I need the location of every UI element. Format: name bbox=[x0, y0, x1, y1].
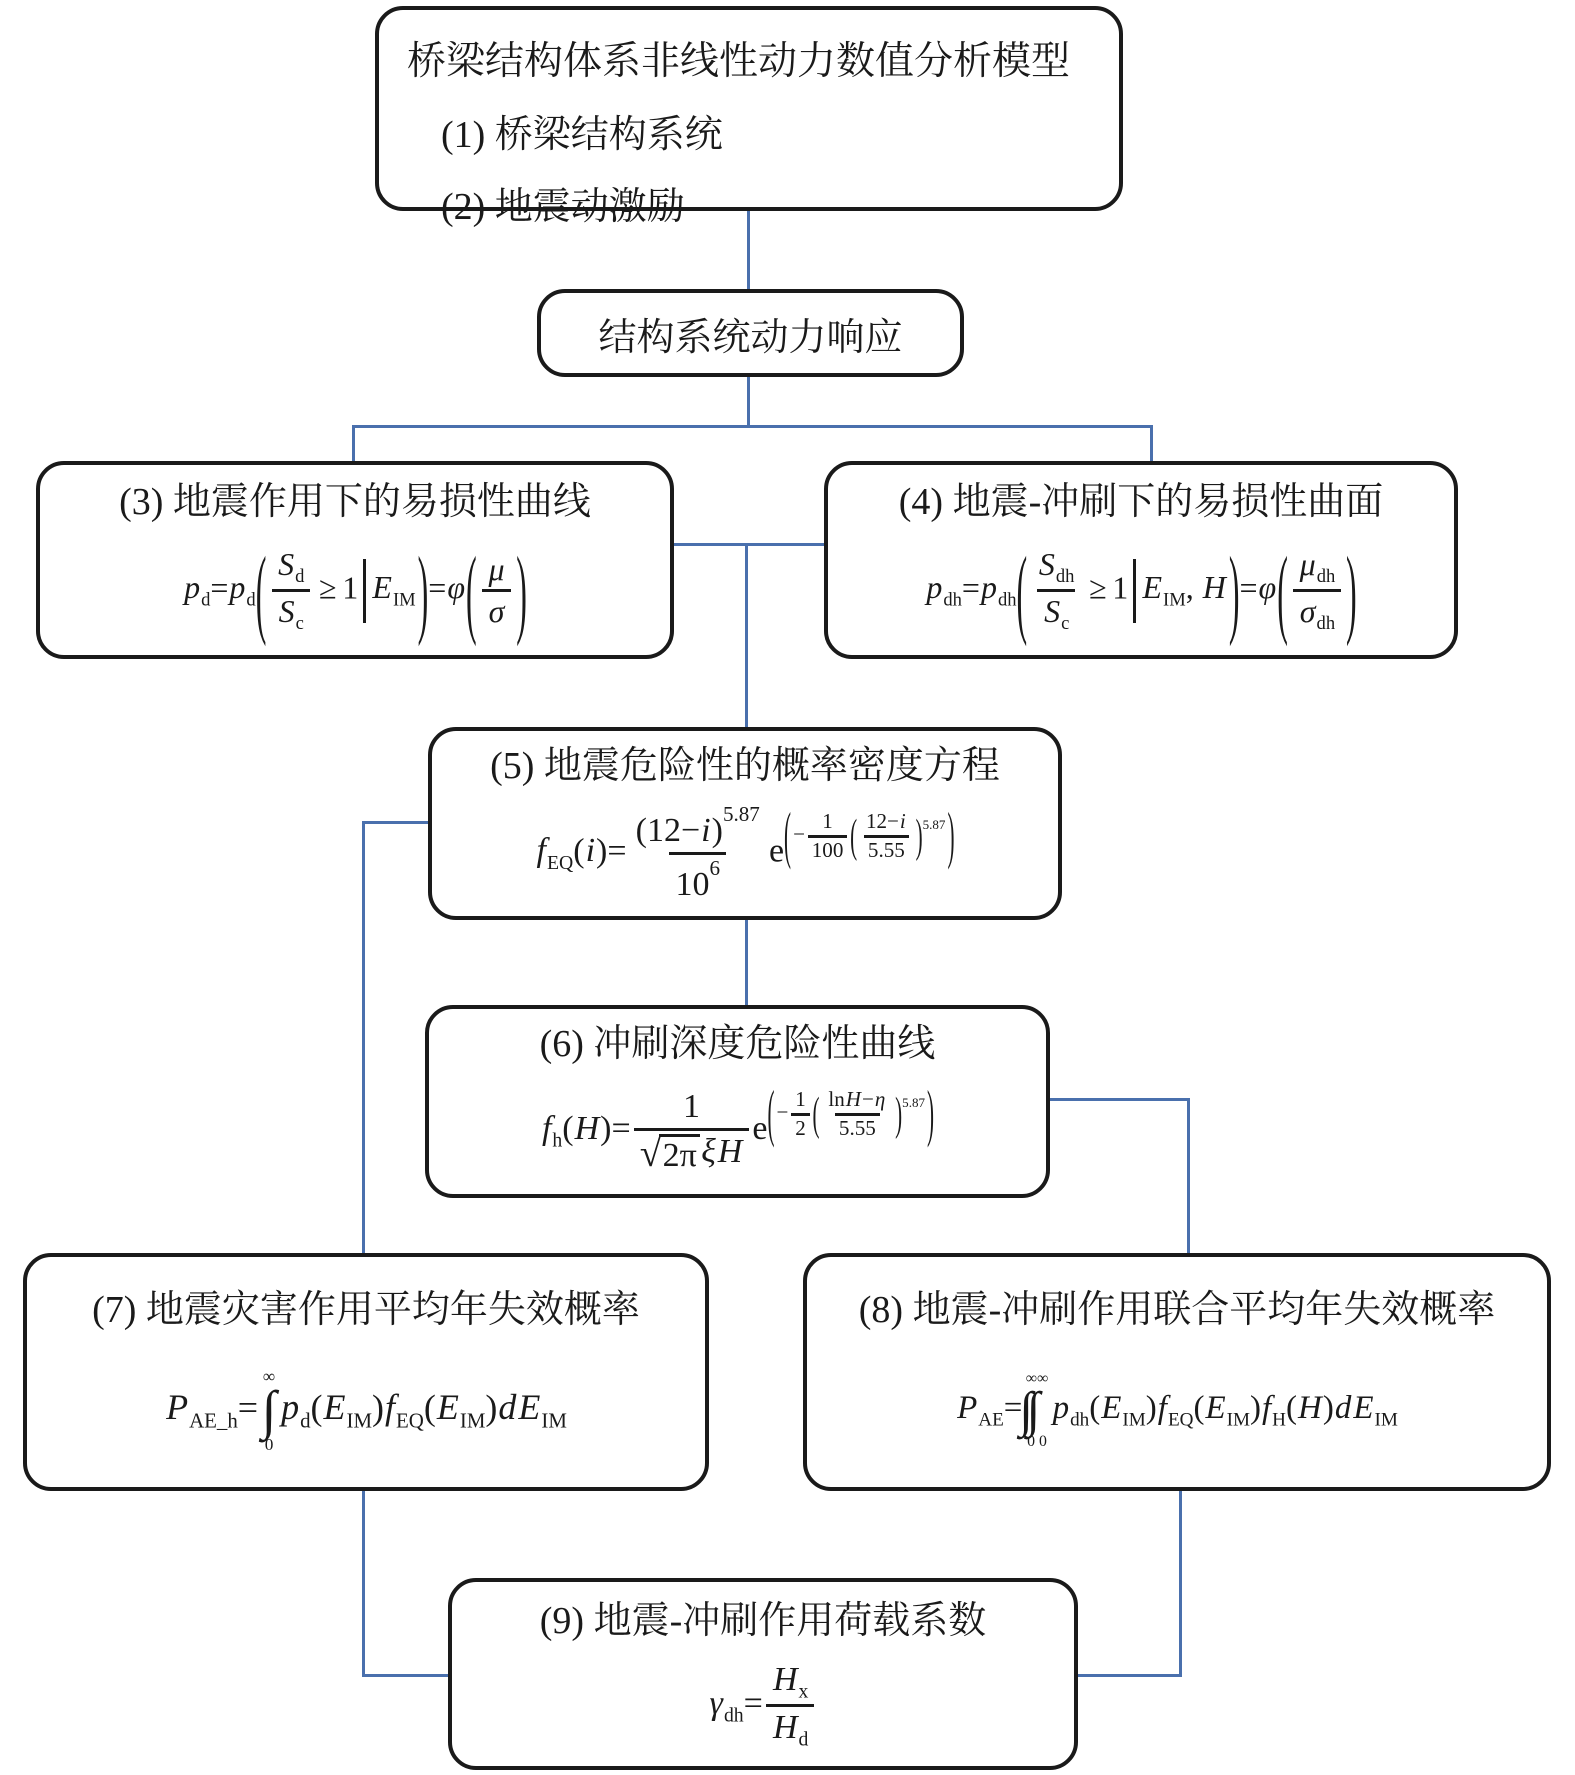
formula-token: ) bbox=[1345, 534, 1357, 647]
box5-formula bbox=[432, 791, 1058, 917]
formula-token: ( bbox=[850, 808, 858, 862]
formula-token: AE_h bbox=[189, 1407, 238, 1432]
formula-token: 100 bbox=[811, 837, 844, 862]
formula-token: x bbox=[798, 1680, 809, 1703]
formula-token bbox=[1277, 534, 1357, 647]
formula-token: IM bbox=[346, 1407, 373, 1432]
formula-token: = bbox=[237, 1387, 259, 1428]
formula-token: AE bbox=[978, 1409, 1004, 1431]
formula-token: ( bbox=[466, 534, 477, 647]
formula-token: H bbox=[845, 1086, 861, 1111]
box4-title: (4) 地震-冲刷下的易损性曲面 bbox=[898, 481, 1384, 523]
formula-token bbox=[767, 1076, 935, 1149]
formula-token: 6 bbox=[709, 855, 721, 880]
formula-token: ( bbox=[812, 1086, 820, 1140]
connector-box2-branch bbox=[747, 375, 750, 428]
formula-token bbox=[1032, 547, 1080, 635]
formula-token: = bbox=[961, 569, 980, 606]
connector-box5-left bbox=[362, 821, 430, 824]
formula-token: ( bbox=[310, 1387, 323, 1428]
flowchart-box-response bbox=[537, 289, 964, 377]
formula-token: 0 0 bbox=[1027, 1433, 1047, 1451]
formula-token: IM bbox=[1226, 1409, 1250, 1431]
formula-token: S bbox=[278, 545, 295, 582]
formula-token: E bbox=[372, 569, 392, 606]
formula-token: ) bbox=[927, 1076, 935, 1149]
formula-token: dh bbox=[1316, 613, 1336, 635]
formula-token: IM bbox=[1122, 1409, 1146, 1431]
formula-token: φ bbox=[447, 569, 466, 606]
formula-token: f bbox=[541, 1110, 552, 1148]
flowchart-box-annual-failure-joint bbox=[803, 1253, 1551, 1491]
formula-token: ∞∞ bbox=[1025, 1370, 1049, 1388]
formula-token bbox=[791, 810, 947, 863]
formula-token bbox=[1032, 547, 1080, 590]
box3-formula-line bbox=[183, 534, 527, 647]
formula-token: 5.87 bbox=[922, 816, 946, 832]
formula-token: 1 bbox=[1112, 569, 1129, 606]
formula-token: d bbox=[201, 589, 211, 611]
formula-token: H bbox=[574, 1110, 600, 1148]
formula-token: ) bbox=[417, 534, 429, 647]
formula-token: 5.87 bbox=[722, 801, 760, 826]
box3-title: (3) 地震作用下的易损性曲线 bbox=[119, 481, 591, 523]
formula-token: p bbox=[281, 1387, 300, 1428]
box5-title: (5) 地震危险性的概率密度方程 bbox=[490, 745, 1000, 787]
formula-token: E bbox=[1205, 1390, 1226, 1427]
formula-token: p bbox=[229, 569, 246, 606]
formula-token: ( bbox=[1089, 1390, 1101, 1427]
formula-token bbox=[630, 803, 766, 904]
formula-token bbox=[466, 534, 527, 647]
formula-token: σ bbox=[488, 593, 505, 630]
formula-token: ( bbox=[573, 832, 585, 870]
formula-token: IM bbox=[392, 589, 416, 611]
box8-formula bbox=[807, 1335, 1547, 1488]
formula-token: E bbox=[436, 1387, 459, 1428]
formula-token: IM bbox=[1374, 1409, 1398, 1431]
formula-token: − bbox=[793, 822, 805, 847]
formula-token: 2 bbox=[795, 1115, 806, 1140]
formula-token bbox=[818, 810, 836, 835]
formula-token: − bbox=[776, 1100, 789, 1125]
formula-token: d bbox=[498, 1387, 517, 1428]
formula-token: i bbox=[585, 832, 596, 870]
formula-token bbox=[775, 1088, 927, 1141]
box7-title: (7) 地震灾害作用平均年失效概率 bbox=[92, 1289, 640, 1331]
formula-token: i bbox=[701, 811, 711, 849]
formula-token: p bbox=[184, 569, 201, 606]
formula-token: EQ bbox=[396, 1407, 424, 1432]
box4-formula bbox=[828, 527, 1454, 656]
formula-token bbox=[272, 589, 310, 635]
formula-token bbox=[266, 547, 417, 635]
box1-item-structure: (1) 桥梁结构系统 bbox=[441, 114, 723, 156]
formula-token: = bbox=[743, 1684, 763, 1722]
formula-token: ) bbox=[947, 798, 955, 871]
box8-title: (8) 地震-冲刷作用联合平均年失效概率 bbox=[858, 1289, 1496, 1331]
box5-formula-line bbox=[536, 798, 955, 904]
formula-token bbox=[1027, 1388, 1048, 1433]
formula-token: (12− bbox=[635, 811, 701, 849]
flowchart-box-scour-hazard-curve bbox=[425, 1005, 1050, 1198]
formula-token: , bbox=[1185, 569, 1194, 606]
formula-token bbox=[477, 552, 517, 630]
formula-token: e bbox=[752, 1110, 768, 1148]
formula-token: = bbox=[607, 832, 627, 870]
formula-token: = bbox=[1003, 1390, 1023, 1427]
formula-token bbox=[634, 1088, 750, 1175]
box3-formula bbox=[40, 527, 670, 656]
formula-token: 0 bbox=[264, 1435, 274, 1455]
formula-token bbox=[791, 1113, 809, 1141]
connector-box6-right bbox=[1048, 1098, 1190, 1101]
formula-token: ( bbox=[1193, 1390, 1205, 1427]
formula-token: = bbox=[611, 1110, 631, 1148]
formula-token: c bbox=[295, 613, 304, 635]
formula-token: d bbox=[1334, 1390, 1352, 1427]
formula-token: ) bbox=[1228, 534, 1240, 647]
formula-token: d bbox=[246, 589, 256, 611]
formula-token: ( bbox=[767, 1076, 775, 1149]
connector-box8-box9 bbox=[1076, 1674, 1182, 1677]
formula-token: σ bbox=[1299, 593, 1316, 630]
flowchart-box-model bbox=[375, 6, 1123, 228]
formula-token bbox=[767, 1076, 935, 1149]
formula-token bbox=[850, 810, 922, 863]
formula-token bbox=[639, 1131, 700, 1175]
formula-token: ( bbox=[562, 1110, 574, 1148]
box8-formula-line bbox=[956, 1370, 1398, 1451]
connector-left-down-box7 bbox=[362, 821, 365, 1255]
formula-token: ) bbox=[1322, 1390, 1334, 1427]
formula-token: i bbox=[899, 808, 906, 833]
formula-token: ) bbox=[711, 811, 723, 849]
connector-box7-box9 bbox=[362, 1674, 450, 1677]
formula-token bbox=[1293, 547, 1341, 590]
formula-token: 10 bbox=[675, 865, 710, 903]
formula-token: dh bbox=[1316, 565, 1336, 587]
formula-token bbox=[808, 835, 847, 863]
formula-token: d bbox=[798, 1728, 809, 1751]
formula-token: dh bbox=[997, 589, 1017, 611]
formula-token: EQ bbox=[1167, 1409, 1194, 1431]
formula-token: E bbox=[1142, 569, 1163, 606]
flowchart-box-fragility-surface bbox=[824, 461, 1458, 659]
formula-token: dh bbox=[723, 1704, 744, 1727]
formula-token: ) bbox=[600, 1110, 612, 1148]
formula-token: ln bbox=[828, 1086, 845, 1111]
formula-token bbox=[791, 1088, 809, 1141]
formula-token bbox=[255, 534, 429, 647]
formula-token: ) bbox=[895, 1086, 903, 1140]
formula-token bbox=[1016, 534, 1240, 647]
formula-token bbox=[363, 559, 366, 623]
formula-token: ) bbox=[485, 1387, 498, 1428]
connector-box3-box4 bbox=[672, 543, 826, 546]
formula-token bbox=[766, 1704, 815, 1751]
connector-box8-down bbox=[1179, 1489, 1182, 1677]
formula-token bbox=[784, 798, 955, 871]
connector-mid-box5 bbox=[745, 543, 748, 729]
formula-token: 1 bbox=[795, 1086, 806, 1111]
formula-token bbox=[630, 803, 766, 852]
formula-token bbox=[813, 1088, 903, 1141]
formula-token: 2π bbox=[662, 1136, 697, 1174]
formula-token bbox=[820, 1088, 896, 1141]
formula-token: ≥ bbox=[1088, 569, 1107, 606]
formula-token bbox=[864, 835, 908, 863]
formula-token bbox=[677, 1088, 706, 1128]
formula-token: ∫ bbox=[261, 1380, 277, 1441]
box4-formula-line bbox=[925, 534, 1357, 647]
formula-token: ( bbox=[255, 534, 267, 647]
formula-token bbox=[482, 589, 511, 630]
formula-token: ( bbox=[784, 798, 792, 871]
formula-token bbox=[1293, 547, 1341, 635]
formula-token bbox=[659, 1134, 700, 1175]
formula-token: E bbox=[1101, 1390, 1122, 1427]
box1-item-excitation: (2) 地震动激励 bbox=[441, 186, 685, 228]
formula-token bbox=[271, 547, 310, 635]
box1-title: 桥梁结构体系非线性动力数值分析模型 bbox=[407, 40, 1071, 83]
formula-token: ) bbox=[516, 534, 527, 647]
formula-token: η bbox=[874, 1086, 886, 1111]
formula-token: f bbox=[1157, 1390, 1167, 1427]
formula-token bbox=[808, 810, 847, 863]
formula-token: 5.55 bbox=[867, 837, 905, 862]
formula-token: ) bbox=[372, 1387, 385, 1428]
formula-token bbox=[791, 1088, 809, 1113]
box6-formula bbox=[429, 1069, 1046, 1195]
formula-token: E bbox=[323, 1387, 346, 1428]
formula-token: ) bbox=[1249, 1390, 1261, 1427]
formula-token: IM bbox=[459, 1407, 486, 1432]
box7-formula-line bbox=[165, 1367, 567, 1455]
formula-token: p bbox=[1052, 1390, 1070, 1427]
flowchart-box-annual-failure-seismic bbox=[23, 1253, 709, 1491]
formula-token bbox=[669, 852, 726, 904]
connector-box7-down bbox=[362, 1489, 365, 1677]
formula-token: p bbox=[980, 569, 997, 606]
formula-token bbox=[262, 1367, 277, 1455]
formula-token: ( bbox=[1277, 534, 1288, 647]
formula-token: 1 bbox=[822, 808, 833, 833]
formula-token: H bbox=[772, 1660, 798, 1698]
formula-token: H bbox=[772, 1709, 798, 1747]
flowchart-box-seismic-hazard-pdf bbox=[428, 727, 1062, 920]
formula-token: = bbox=[428, 569, 447, 606]
formula-token: P bbox=[957, 1390, 978, 1427]
formula-token: ( bbox=[1016, 534, 1028, 647]
box2-title: 结构系统动力响应 bbox=[598, 316, 903, 359]
connector-right-down-box8 bbox=[1187, 1098, 1190, 1255]
formula-token: S bbox=[278, 593, 295, 630]
box7-formula bbox=[27, 1335, 705, 1488]
formula-token: f bbox=[385, 1387, 396, 1428]
formula-token: 1 bbox=[342, 569, 359, 606]
formula-token bbox=[835, 1113, 879, 1141]
connector-branch-horizontal bbox=[352, 425, 1153, 428]
formula-token: 5.55 bbox=[838, 1115, 876, 1140]
formula-token bbox=[1293, 589, 1341, 635]
formula-token: IM bbox=[541, 1407, 567, 1432]
formula-token: ) bbox=[915, 808, 923, 862]
formula-token bbox=[825, 1088, 891, 1113]
flowchart-box-fragility-curve bbox=[36, 461, 674, 659]
formula-token bbox=[766, 1661, 815, 1751]
formula-token bbox=[482, 552, 512, 630]
formula-token: p bbox=[926, 569, 943, 606]
flowchart-box-load-factor bbox=[448, 1578, 1078, 1770]
formula-token: S bbox=[1038, 545, 1055, 582]
formula-token: ξ bbox=[701, 1132, 716, 1170]
connector-box5-box6 bbox=[745, 918, 748, 1007]
formula-token: dh bbox=[1055, 565, 1075, 587]
formula-token: H bbox=[1202, 569, 1226, 606]
connector-branch-box3 bbox=[352, 425, 355, 463]
formula-token: f bbox=[536, 832, 546, 870]
formula-token: P bbox=[166, 1387, 189, 1428]
formula-token: 5.87 bbox=[902, 1094, 926, 1110]
formula-token bbox=[634, 1128, 750, 1175]
formula-token: ( bbox=[423, 1387, 436, 1428]
formula-token bbox=[825, 1088, 891, 1141]
formula-token: h bbox=[552, 1129, 563, 1152]
formula-token: dh bbox=[1070, 1409, 1090, 1431]
formula-token: c bbox=[1061, 613, 1070, 635]
connector-branch-box4 bbox=[1150, 425, 1153, 463]
formula-token: = bbox=[1239, 569, 1258, 606]
formula-token: d bbox=[300, 1407, 311, 1432]
formula-token: H bbox=[1272, 1409, 1286, 1431]
formula-token bbox=[1037, 589, 1075, 635]
box6-formula-line bbox=[541, 1076, 935, 1175]
formula-token bbox=[1288, 547, 1346, 635]
formula-token: EQ bbox=[546, 851, 574, 874]
formula-token: − bbox=[862, 1086, 874, 1111]
formula-token bbox=[766, 1661, 815, 1705]
formula-token: H bbox=[717, 1132, 743, 1170]
formula-token bbox=[862, 810, 910, 863]
formula-token: 1 bbox=[683, 1087, 701, 1125]
formula-token: γ bbox=[709, 1684, 723, 1722]
box6-title: (6) 冲刷深度危险性曲线 bbox=[539, 1023, 936, 1065]
formula-token: μ bbox=[488, 550, 505, 587]
formula-token: φ bbox=[1258, 569, 1277, 606]
formula-token bbox=[1133, 559, 1136, 623]
formula-token bbox=[482, 552, 512, 590]
formula-token: 12− bbox=[865, 808, 899, 833]
formula-token bbox=[857, 810, 915, 863]
formula-token: ∞ bbox=[262, 1366, 276, 1386]
formula-token: ≥ bbox=[318, 569, 337, 606]
formula-token: ) bbox=[596, 832, 608, 870]
formula-token: f bbox=[1261, 1390, 1272, 1427]
formula-token: √ bbox=[639, 1131, 662, 1175]
box9-formula-line bbox=[709, 1661, 818, 1751]
formula-token: ( bbox=[1285, 1390, 1297, 1427]
formula-token: E bbox=[518, 1387, 541, 1428]
formula-token bbox=[862, 810, 910, 835]
formula-token: e bbox=[768, 832, 785, 870]
formula-token bbox=[1027, 547, 1229, 635]
formula-token: H bbox=[1297, 1390, 1322, 1427]
formula-token: dh bbox=[943, 589, 962, 611]
formula-token bbox=[1026, 1370, 1049, 1451]
formula-token: E bbox=[1353, 1390, 1374, 1427]
formula-token: d bbox=[295, 565, 305, 587]
formula-token: = bbox=[210, 569, 229, 606]
formula-token bbox=[784, 798, 955, 871]
box9-formula bbox=[452, 1646, 1074, 1767]
formula-token: S bbox=[1044, 593, 1061, 630]
formula-token: μ bbox=[1299, 545, 1316, 582]
box9-title: (9) 地震-冲刷作用荷载系数 bbox=[539, 1600, 987, 1642]
formula-token: IM bbox=[1163, 589, 1186, 611]
formula-token bbox=[271, 547, 310, 590]
formula-token: ) bbox=[1145, 1390, 1157, 1427]
